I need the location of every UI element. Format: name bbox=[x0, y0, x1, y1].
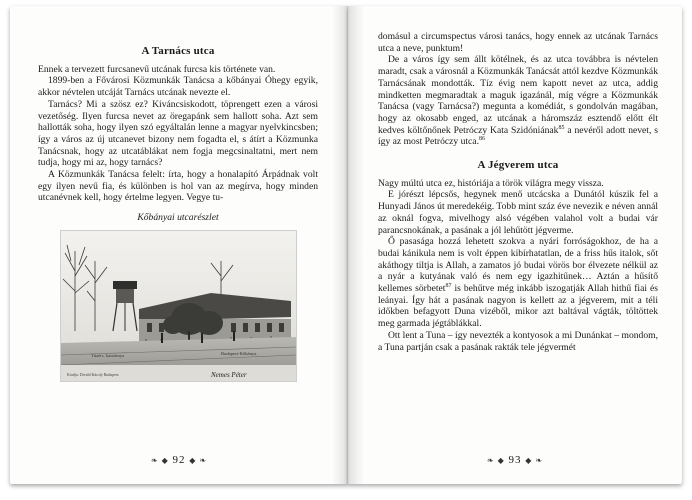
paragraph: A Közmunkák Tanácsa felelt: írta, hogy a honalapító Árpádnak volt egy ilyen nevű fia, és különben is hol van az megírva, hogy minden utcanévnek kell, hogy értelme legyen. Vegye tu- bbox=[38, 169, 318, 204]
paragraph: Ennek a tervezett furcsanevű utcának furcsa kis története van. bbox=[38, 63, 276, 75]
paragraph: domásul a circumspectus városi tanács, hogy ennek az utcának Tarnács utca a neve, punktum! bbox=[378, 31, 658, 54]
section-title: A Jégverem utca bbox=[477, 159, 559, 172]
paragraph-text: a nevéről adott nevet, s így az most Petróczy utca. bbox=[378, 124, 658, 148]
paragraph bbox=[378, 54, 658, 148]
footnote-ref: 87 bbox=[445, 282, 452, 289]
page-number-right bbox=[348, 454, 682, 466]
paragraph bbox=[378, 236, 658, 330]
paragraph: 1899-ben a Fővárosi Közmunkák Tanácsa a kőbányai Óhegy egyik, akkor névtelen utcáját Tarnács utcának nevezte el. bbox=[38, 75, 318, 99]
paragraph: Tarnács? Mi a szösz ez? Kíváncsiskodott, töprengett ezen a városi vezetőség. Ilyen furcsa nevet az öregapánk sem hallott soha. Azt sem hallották soha, hogy ilyen szó egyáltalán lenne a magyar nyelvkincsben; így a város az új utcanevet bizony nem fogadta el, s átírt a Közmunka Tanácsnak, hogy az utcatáblákat nem fogja megcsinaltatni, mert nem tudja, hogy mi az, hogy tarnács? bbox=[38, 98, 318, 169]
right-page-text bbox=[378, 31, 658, 353]
postcard-publisher: Kiadja: Divald Károly Budapest bbox=[66, 371, 119, 377]
footnote-ref: 86 bbox=[478, 136, 485, 143]
postcard-caption-left: Tüzérs. kaszárnya bbox=[90, 352, 124, 358]
historic-street-photo bbox=[60, 230, 297, 382]
folio-ornament-icon: ◆ ❧ bbox=[525, 456, 544, 465]
page-number: 93 bbox=[508, 454, 522, 466]
paragraph: E jórészt lépcsős, hegynek menő utcácska a Dunától kúszik fel a Hunyadi János út meredekéig. Tobb mint száz éve nevezik e néven annál az oknál fogva, mivelhogy alsó végében valahol volt a budai vár parancsnokának, a pasának a jól lehűtött jégverme. bbox=[378, 189, 658, 236]
right-page bbox=[348, 6, 682, 484]
page-number-left bbox=[10, 454, 348, 466]
folio-ornament-icon: ❧ ◆ bbox=[486, 456, 505, 465]
folio-ornament-icon: ❧ ◆ bbox=[150, 456, 169, 465]
paragraph: Ott lent a Tuna – így nevezték a kontyosok a mi Dunánkat – mondom, a Tuna partján csak a pasának rakták tele jégvermét bbox=[378, 329, 658, 353]
page-number: 92 bbox=[172, 454, 186, 466]
left-page-text bbox=[38, 46, 318, 382]
paragraph: Nagy múltú utca ez, históriája a török világra megy vissza. bbox=[378, 177, 604, 189]
paragraph-text: is behűtve még inkább iszogatják Allah hithű fiai és leányai. Így hát a pasának nagyon is kellett az a jégverem, mit a téli időkben befagyott Duna vizéből, mikor azt baltával vágták, töltöttek meg garmada jégtáblákkal. bbox=[378, 283, 658, 330]
paragraph-text: De a város így sem állt kötélnek, és az utca továbbra is névtelen maradt, csak a városnál a Közmunkák Tanácsát attól kezdve Közmunkák Tarnácsának mondották. Tíz évig nem kapott nevet az utca, addig mindketten megmaradtak a maguk igazánál, míg végre a Közmunkák Tanácsa (vagy Tarnácsa?) megunta a komédiát, s gondolván magában, hogy az okosabb enged, az utcának a háromszáz esztendő előtt élt kedves költőnőnek Petróczy Kata Szidóniának bbox=[378, 54, 658, 136]
folio-ornament-icon: ◆ ❧ bbox=[189, 456, 208, 465]
paragraph-text: Ő pasasága hozzá lehetett szokva a nyári forróságokhoz, de ha a budai kánikula nem is volt éppen kibírhatatlan, de a friss hűs italok, sőt akáthogy tiltja is Allah, a zamatos jó budai vörös bor élvezete nélkül az a nyár a kutyának való és nem egy igazhitűnek… Aztán a hűsítő kellemes sörbetet bbox=[378, 236, 658, 295]
left-page bbox=[10, 6, 348, 484]
postcard-caption-right: Budapest-Kőbánya. bbox=[220, 350, 257, 356]
footnote-ref: 85 bbox=[558, 124, 565, 131]
section-title: A Tarnács utca bbox=[141, 45, 215, 57]
handwritten-signature: Nemes Péter bbox=[210, 370, 247, 379]
photo-caption: Kőbányai utcarészlet bbox=[137, 212, 219, 224]
